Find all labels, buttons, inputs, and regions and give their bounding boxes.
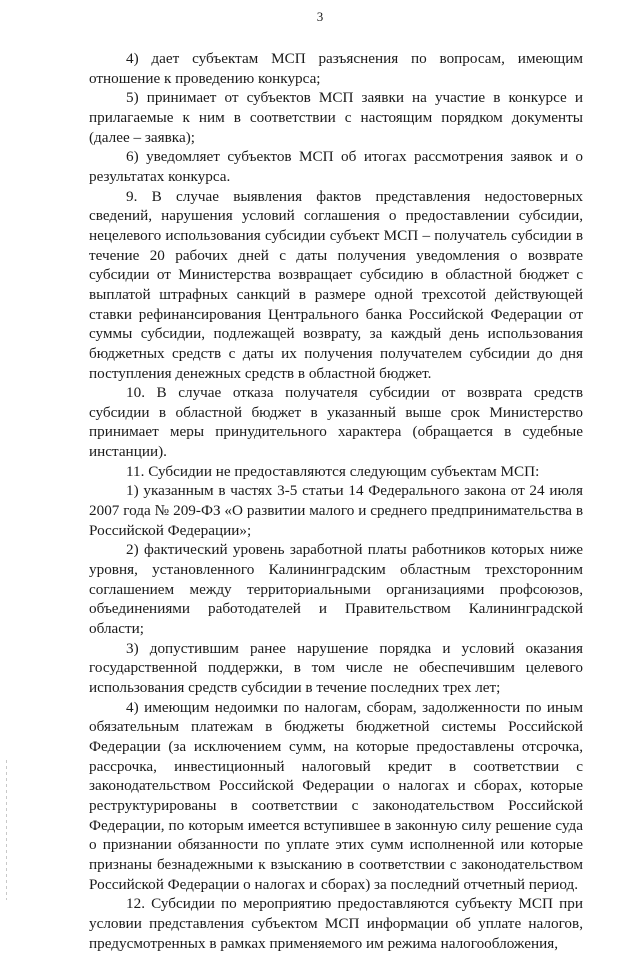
document-body — [89, 49, 583, 953]
paragraph-clause-9: 9. В случае выявления фактов представления недостоверных сведений, нарушения условий соглашения о предоставлении субсидии, нецелевого использования субсидии субъект МСП – получатель субсидии в течение 20 рабочих дней с даты получения уведомления о возврате субсидии от Министерства возвращает субсидию в областной бюджет с выплатой штрафных санкций в размере одной трехсотой действующей ставки рефинансирования Центрального банка Российской Федерации от суммы субсидии, подлежащей возврату, за каждый день использования бюджетных средств с даты их получения получателем субсидии до дня поступления денежных средств в областной бюджет. — [89, 187, 583, 382]
paragraph-clause-11-item-2: 2) фактический уровень заработной платы работников которых ниже уровня, установленного Калининградским областным трехсторонним соглашением между территориальными организациями профсоюзов, объединениями работодателей и Правительством Калининградской области; — [89, 541, 583, 638]
paragraph-item-4: 4) дает субъектам МСП разъяснения по вопросам, имеющим отношение к проведению конкурса; — [89, 50, 583, 87]
page-number: 3 — [316, 9, 324, 24]
paragraph-item-5: 5) принимает от субъектов МСП заявки на участие в конкурсе и прилагаемые к ним в соответствии с настоящим порядком документы (далее – заявка); — [89, 89, 583, 146]
paragraph-clause-12: 12. Субсидии по мероприятию предоставляются субъекту МСП при условии представления субъектом МСП информации об уплате налогов, предусмотренных в рамках применяемого им режима налогообложения, — [89, 895, 583, 952]
paragraph-item-6: 6) уведомляет субъектов МСП об итогах рассмотрения заявок и о результатах конкурса. — [89, 148, 583, 185]
scan-edge-line — [6, 760, 7, 900]
paragraph-clause-10: 10. В случае отказа получателя субсидии от возврата средств субсидии в областной бюджет в указанный выше срок Министерство принимает меры принудительного характера (обращается в судебные инстанции). — [89, 384, 583, 461]
paragraph-clause-11-item-4: 4) имеющим недоимки по налогам, сборам, задолженности по иным обязательным платежам в бюджеты бюджетной системы Российской Федерации (за исключением сумм, на которые предоставлены отсрочка, рассрочка, инвестиционный налоговый кредит в соответствии с законодательством Российской Федерации о налогах и сборах, которые реструктурированы в соответствии с законодательством Российской Федерации, по которым имеется вступившее в законную силу решение суда о признании обязанности по уплате этих сумм исполненной или которые признаны безнадежными к взысканию в соответствии с законодательством Российской Федерации о налогах и сборах) за последний отчетный период. — [89, 698, 583, 893]
paragraph-clause-11: 11. Субсидии не предоставляются следующим субъектам МСП: — [126, 462, 540, 480]
paragraph-clause-11-item-1: 1) указанным в частях 3-5 статьи 14 Федерального закона от 24 июля 2007 года № 209-ФЗ «О развитии малого и среднего предпринимательства в Российской Федерации»; — [89, 482, 583, 539]
paragraph-clause-11-item-3: 3) допустившим ранее нарушение порядка и условий оказания государственной поддержки, в том числе не обеспечившим целевого использования средств субсидии в течение последних трех лет; — [89, 639, 583, 696]
